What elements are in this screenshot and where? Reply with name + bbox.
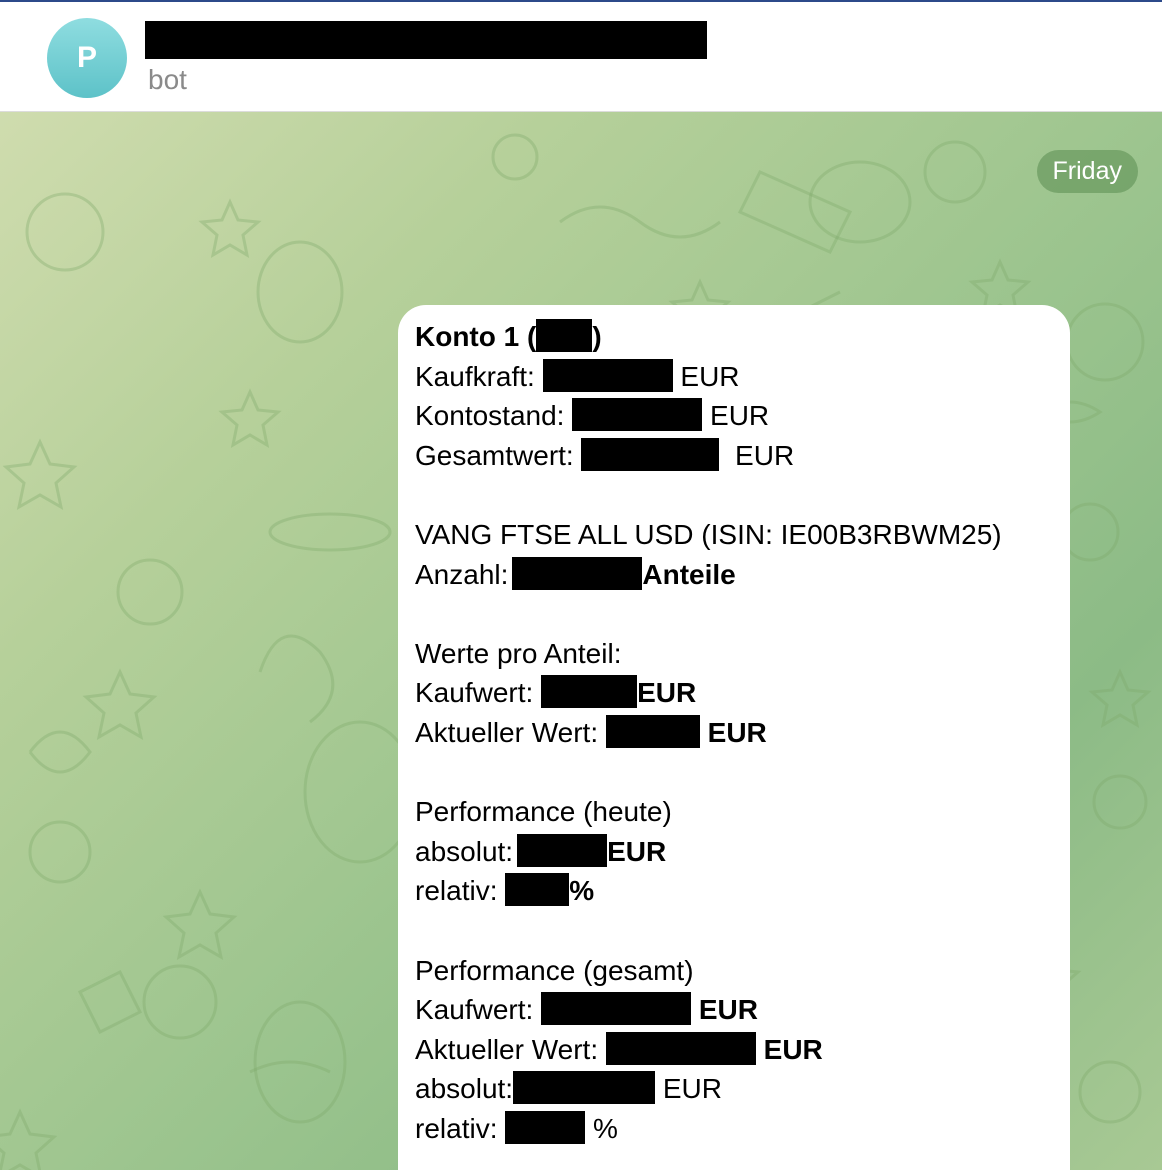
total-absolut-currency: EUR [662, 1073, 722, 1105]
redacted-share-aktueller-wert [606, 715, 700, 748]
total-relativ-line [415, 1109, 1053, 1149]
total-aktueller-wert-currency: EUR [763, 1033, 823, 1065]
account-title-close: ) [592, 321, 602, 352]
share-kaufwert-line [415, 673, 1053, 713]
share-aktueller-wert-currency: EUR [707, 716, 767, 748]
redacted-kontostand-value [572, 398, 702, 431]
kaufkraft-line [415, 357, 1053, 397]
date-separator-pill: Friday [1037, 150, 1138, 193]
account-title-line [415, 317, 1053, 357]
anteile-label: Anteile [642, 558, 736, 590]
today-percent-sign: % [569, 875, 595, 907]
total-kaufwert-currency: EUR [698, 994, 758, 1026]
absolut-label: absolut: [415, 835, 514, 867]
perf-total-heading: Performance (gesamt) [415, 954, 694, 986]
spacer [415, 753, 1053, 793]
redacted-account-id [536, 319, 592, 352]
redacted-total-aktueller-wert [606, 1032, 756, 1065]
kaufwert-label: Kaufwert: [415, 994, 534, 1026]
anzahl-line [415, 555, 1053, 595]
today-relativ-line [415, 871, 1053, 911]
redacted-total-kaufwert [541, 992, 691, 1025]
total-kaufwert-line [415, 990, 1053, 1030]
perf-today-heading: Performance (heute) [415, 796, 672, 828]
anzahl-label: Anzahl: [415, 558, 509, 590]
gesamtwert-label: Gesamtwert: [415, 439, 574, 471]
per-share-heading: Werte pro Anteil: [415, 637, 622, 669]
share-kaufwert-currency: EUR [637, 677, 697, 709]
total-aktueller-wert-line [415, 1030, 1053, 1070]
redacted-today-relativ [505, 873, 569, 906]
redacted-kaufkraft-value [543, 359, 673, 392]
kaufkraft-currency: EUR [680, 360, 740, 392]
today-absolut-currency: EUR [607, 835, 667, 867]
redacted-share-kaufwert [541, 675, 637, 708]
share-aktueller-wert-line [415, 713, 1053, 753]
total-percent-sign: % [593, 1112, 618, 1144]
aktueller-wert-label: Aktueller Wert: [415, 1033, 599, 1065]
kaufkraft-label: Kaufkraft: [415, 360, 535, 392]
relativ-label: relativ: [415, 875, 498, 907]
today-absolut-line [415, 832, 1053, 872]
redacted-gesamtwert-value [581, 438, 719, 471]
spacer [415, 911, 1053, 951]
total-absolut-line [415, 1069, 1053, 1109]
relativ-label: relativ: [415, 1112, 498, 1144]
gesamtwert-line [415, 436, 1053, 476]
kontostand-currency: EUR [710, 400, 770, 432]
redacted-today-absolut [517, 834, 607, 867]
redacted-total-absolut [513, 1071, 655, 1104]
redacted-anzahl-value [512, 557, 642, 590]
spacer [415, 594, 1053, 634]
bot-avatar[interactable] [47, 18, 127, 98]
kontostand-label: Kontostand: [415, 400, 565, 432]
spacer [415, 475, 1053, 515]
absolut-label: absolut: [415, 1073, 514, 1105]
avatar-letter: P [76, 41, 97, 74]
chat-subtitle: bot [148, 64, 187, 95]
kaufwert-label: Kaufwert: [415, 677, 534, 709]
chat-name-redacted[interactable] [145, 21, 707, 59]
kontostand-line [415, 396, 1053, 436]
bot-message-bubble[interactable] [398, 305, 1070, 1170]
gesamtwert-currency: EUR [735, 439, 795, 471]
chat-header[interactable] [0, 0, 1162, 112]
account-title: Konto 1 ( [415, 321, 537, 352]
redacted-total-relativ [505, 1111, 585, 1144]
aktueller-wert-label: Aktueller Wert: [415, 716, 599, 748]
security-line: VANG FTSE ALL USD (ISIN: IE00B3RBWM25) [415, 518, 1002, 550]
chat-messages-area[interactable] [0, 112, 1162, 1170]
